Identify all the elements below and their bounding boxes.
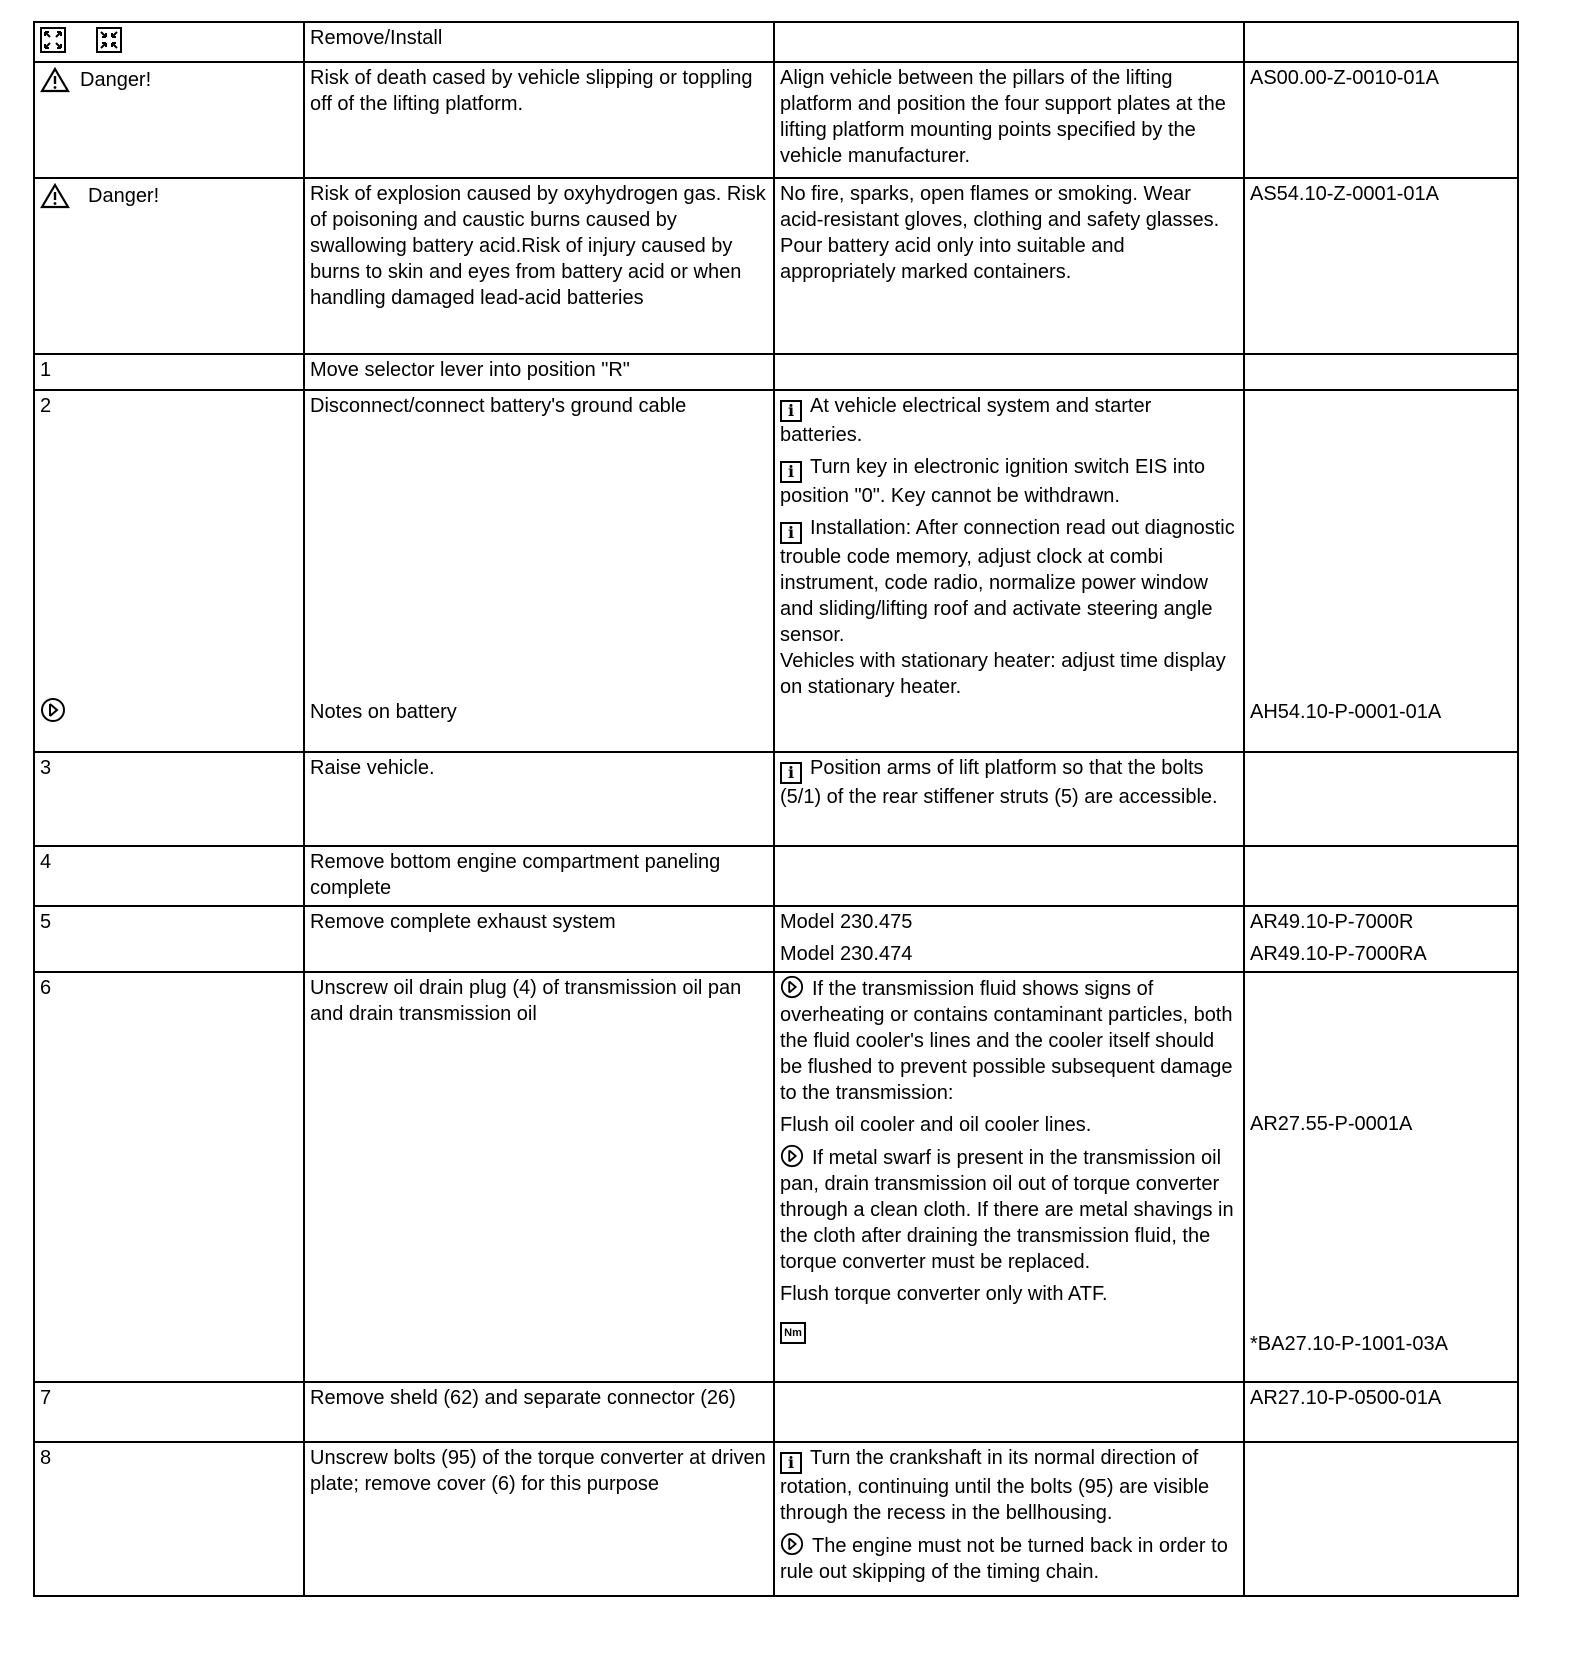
danger-row	[34, 62, 1518, 178]
danger-measure: No fire, sparks, open flames or smoking. Wear acid-resistant gloves, clothing and safety glasses. Pour battery acid only into suitable and appropriately marked containers.	[774, 178, 1244, 354]
arrow-circle-icon	[780, 975, 804, 999]
step-text-cell	[304, 390, 774, 752]
step-ref-empty	[1244, 1442, 1518, 1596]
step-row-7	[34, 1382, 1518, 1442]
danger-label: Danger!	[88, 185, 160, 207]
info-icon: i	[780, 1452, 802, 1474]
danger-row	[34, 178, 1518, 354]
info-icon: i	[780, 461, 802, 483]
flush-ref: AR27.55-P-0001A	[1250, 1113, 1413, 1135]
remove-symbol-icon	[40, 27, 66, 53]
step-notes-cell	[774, 390, 1244, 752]
step-ref: AR27.10-P-0500-01A	[1244, 1382, 1518, 1442]
header-symbols-cell	[34, 22, 304, 62]
danger-label-cell	[34, 62, 304, 178]
danger-risk: Risk of death cased by vehicle slipping or toppling off of the lifting platform.	[304, 62, 774, 178]
step-note: Turn key in electronic ignition switch EIS into position "0". Key cannot be withdrawn.	[780, 456, 1205, 507]
info-icon: i	[780, 762, 802, 784]
warning-triangle-icon	[40, 183, 70, 209]
torque-nm-icon: Nm	[780, 1322, 806, 1344]
header-title: Remove/Install	[304, 22, 774, 62]
step-number: 6	[34, 972, 304, 1382]
step-row-5	[34, 906, 1518, 972]
step-number: 5	[34, 906, 304, 972]
step-number-cell	[34, 390, 304, 752]
step-text: Remove sheld (62) and separate connector (26)	[304, 1382, 774, 1442]
danger-label: Danger!	[80, 69, 152, 91]
danger-label-cell	[34, 178, 304, 354]
torque-ref: *BA27.10-P-1001-03A	[1250, 1333, 1448, 1355]
step-notes-cell	[774, 752, 1244, 846]
step-number: 8	[34, 1442, 304, 1596]
step-note: The engine must not be turned back in order to rule out skipping of the timing chain.	[780, 1535, 1228, 1583]
step-note: Flush oil cooler and oil cooler lines.	[780, 1114, 1092, 1136]
header-empty-4	[1244, 22, 1518, 62]
step-row-3	[34, 752, 1518, 846]
danger-ref: AS54.10-Z-0001-01A	[1244, 178, 1518, 354]
step-number: 4	[34, 846, 304, 906]
warning-triangle-icon	[40, 67, 70, 93]
step-note: Position arms of lift platform so that the bolts (5/1) of the rear stiffener struts (5) are accessible.	[780, 757, 1218, 808]
step-text: Remove bottom engine compartment paneling complete	[304, 846, 774, 906]
step-row-6	[34, 972, 1518, 1382]
arrow-circle-icon	[780, 1532, 804, 1556]
step-note: Turn the crankshaft in its normal direction of rotation, continuing until the bolts (95) are visible through the recess in the bellhousing.	[780, 1447, 1210, 1524]
step-ref-cell	[1244, 972, 1518, 1382]
step-note-empty	[774, 354, 1244, 390]
step-row-4	[34, 846, 1518, 906]
arrow-circle-icon	[40, 697, 66, 723]
info-icon: i	[780, 522, 802, 544]
step-text: Remove complete exhaust system	[304, 906, 774, 972]
procedure-table	[33, 21, 1519, 1597]
step-notes-cell	[774, 972, 1244, 1382]
step-note: If the transmission fluid shows signs of overheating or contains contaminant particles, both the fluid cooler's lines and the cooler itself should be flushed to prevent possible subsequent damage to the transmission:	[780, 978, 1233, 1104]
step-number: 7	[34, 1382, 304, 1442]
step-text: Unscrew bolts (95) of the torque converter at driven plate; remove cover (6) for this purpose	[304, 1442, 774, 1596]
header-row	[34, 22, 1518, 62]
step-note: Flush torque converter only with ATF.	[780, 1283, 1108, 1305]
danger-risk: Risk of explosion caused by oxyhydrogen gas. Risk of poisoning and caustic burns caused by swallowing battery acid.Risk of injury caused by burns to skin and eyes from battery acid or when handling damaged lead-acid batteries	[304, 178, 774, 354]
model-label: Model 230.474	[780, 943, 913, 965]
step-note: Installation: After connection read out diagnostic trouble code memory, adjust clock at combi instrument, code radio, normalize power window and sliding/lifting roof and activate steering angle sensor.	[780, 517, 1235, 646]
step-ref-empty	[1244, 752, 1518, 846]
step-ref-empty	[1244, 846, 1518, 906]
danger-ref: AS00.00-Z-0010-01A	[1244, 62, 1518, 178]
model-label: Model 230.475	[780, 911, 913, 933]
step-note-empty	[774, 1382, 1244, 1442]
step-row-1	[34, 354, 1518, 390]
step-ref-cell	[1244, 390, 1518, 752]
step-ref-empty	[1244, 354, 1518, 390]
step-number: 1	[34, 354, 304, 390]
step-row-8	[34, 1442, 1518, 1596]
step-number: 3	[34, 752, 304, 846]
step-note: If metal swarf is present in the transmission oil pan, drain transmission oil out of torque converter through a clean cloth. If there are metal shavings in the cloth after draining the transmission fluid, the torque converter must be replaced.	[780, 1147, 1234, 1273]
step-number: 2	[40, 395, 52, 417]
step-note-empty	[774, 846, 1244, 906]
info-icon: i	[780, 400, 802, 422]
step-ref-cell	[1244, 906, 1518, 972]
model-ref: AR49.10-P-7000R	[1250, 911, 1414, 933]
step-note: At vehicle electrical system and starter batteries.	[780, 395, 1152, 446]
sub-step-text: Notes on battery	[310, 701, 457, 723]
step-text: Move selector lever into position "R"	[304, 354, 774, 390]
step-row-2	[34, 390, 1518, 752]
step-notes-cell	[774, 1442, 1244, 1596]
step-text: Raise vehicle.	[304, 752, 774, 846]
step-text: Unscrew oil drain plug (4) of transmission oil pan and drain transmission oil	[304, 972, 774, 1382]
install-symbol-icon	[96, 27, 122, 53]
sub-step-ref: AH54.10-P-0001-01A	[1250, 701, 1442, 723]
step-notes-cell	[774, 906, 1244, 972]
step-note: Vehicles with stationary heater: adjust time display on stationary heater.	[780, 650, 1226, 698]
header-empty-3	[774, 22, 1244, 62]
step-text: Disconnect/connect battery's ground cable	[310, 395, 687, 417]
danger-measure: Align vehicle between the pillars of the lifting platform and position the four support plates at the lifting platform mounting points specified by the vehicle manufacturer.	[774, 62, 1244, 178]
arrow-circle-icon	[780, 1144, 804, 1168]
model-ref: AR49.10-P-7000RA	[1250, 943, 1427, 965]
